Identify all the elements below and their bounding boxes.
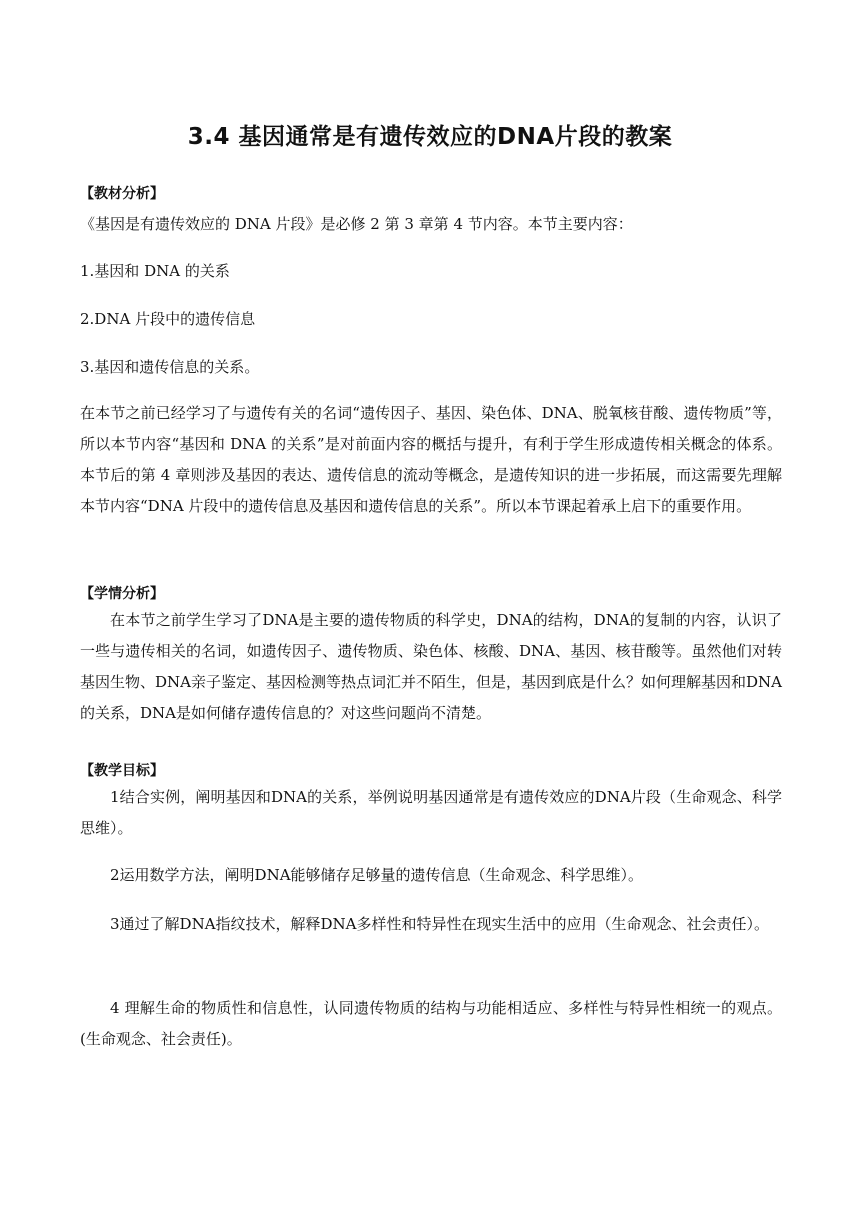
material-item-1: 1.基因和 DNA 的关系 (80, 262, 230, 280)
students-paragraph: 在本节之前学生学习了DNA是主要的遗传物质的科学史，DNA的结构，DNA的复制的内容，认识了一些与遗传相关的名词，如遗传因子、遗传物质、染色体、核酸、DNA、基因、核苷酸等。虽然他们对转基因生物、DNA亲子鉴定、基因检测等热点词汇并不陌生，但是，基因到底是什么？如何理解基因和DNA的关系，DNA是如何储存遗传信息的？对这些问题尚不清楚。 (80, 611, 782, 722)
material-intro: 《基因是有遗传效应的 DNA 片段》是必修 2 第 3 章第 4 节内容。本节主要内容： (80, 215, 633, 233)
section-heading-goals: 【教学目标】 (80, 763, 164, 779)
section-heading-material: 【教材分析】 (80, 186, 164, 202)
goal-item-1: 1结合实例，阐明基因和DNA的关系，举例说明基因通常是有遗传效应的DNA片段（生命观念、科学思维）。 (80, 788, 782, 837)
material-item-2: 2.DNA 片段中的遗传信息 (80, 310, 256, 328)
goal-item-2: 2运用数学方法，阐明DNA能够储存足够量的遗传信息（生命观念、科学思维）。 (110, 866, 644, 884)
goal-item-4: 4 理解生命的物质性和信息性，认同遗传物质的结构与功能相适应、多样性与特异性相统一的观点。(生命观念、社会责任)。 (80, 999, 782, 1048)
material-paragraph: 在本节之前已经学习了与遗传有关的名词“遗传因子、基因、染色体、DNA、脱氧核苷酸、遗传物质”等，所以本节内容“基因和 DNA 的关系”是对前面内容的概括与提升，有利于学生形成遗传相关概念的体系。本节后的第 4 章则涉及基因的表达、遗传信息的流动等概念，是遗传知识的进一步拓展，而这需要先理解本节内容“DNA 片段中的遗传信息及基因和遗传信息的关系”。所以本节课起着承上启下的重要作用。 (80, 404, 782, 515)
goal-item-3: 3通过了解DNA指纹技术，解释DNA多样性和特异性在现实生活中的应用（生命观念、社会责任）。 (110, 915, 770, 933)
material-item-3: 3.基因和遗传信息的关系。 (80, 358, 260, 376)
page-title: 3.4 基因通常是有遗传效应的DNA片段的教案 (187, 124, 673, 150)
section-heading-students: 【学情分析】 (80, 586, 164, 602)
